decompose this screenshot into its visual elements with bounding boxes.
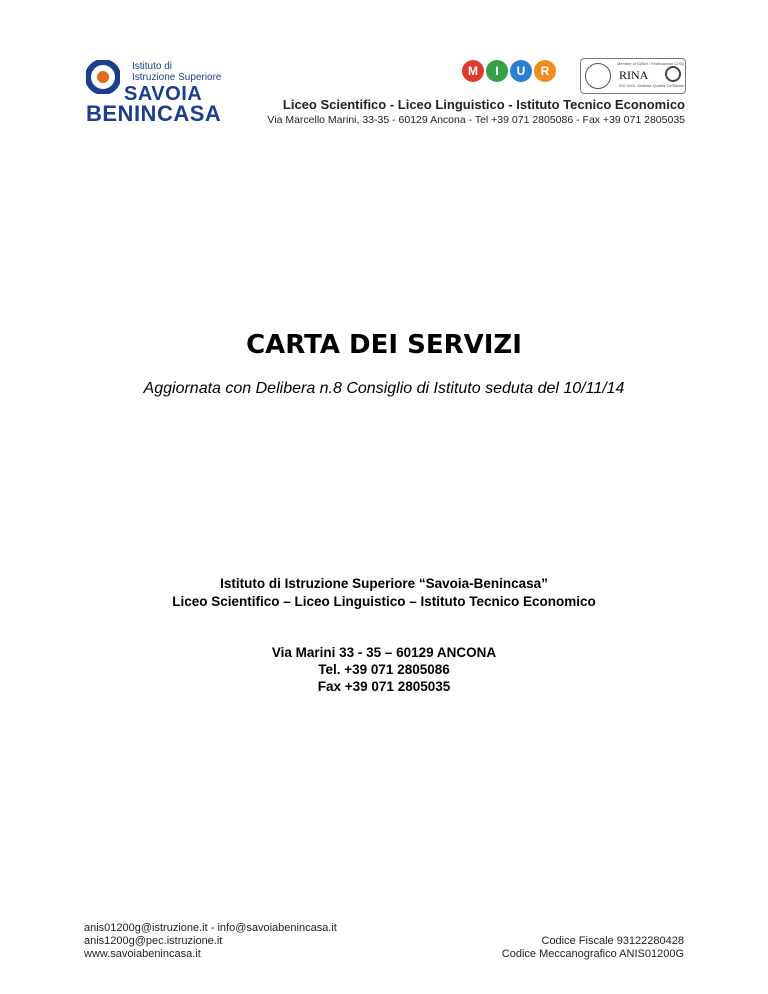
institute-address: Via Marini 33 - 35 – 60129 ANCONA xyxy=(271,645,497,660)
logo-line-4: BENINCASA xyxy=(86,101,222,126)
logo-line-1: Istituto di xyxy=(132,61,173,72)
logo-line-3: SAVOIA xyxy=(124,83,203,105)
header-address-line: Via Marcello Marini, 33-35 - 60129 Ancona - Tel +39 071 2805086 - Fax +39 071 2805035 xyxy=(267,114,685,126)
footer-mechanographic-code: Codice Meccanografico ANIS01200G xyxy=(501,948,684,960)
header-school-line: Liceo Scientifico - Liceo Linguistico - Istituto Tecnico Economico xyxy=(282,97,685,112)
institute-schools: Liceo Scientifico – Liceo Linguistico – Istituto Tecnico Economico xyxy=(172,594,596,609)
seal-icon xyxy=(585,63,611,89)
school-logo xyxy=(86,58,226,128)
iqnet-icon xyxy=(665,66,681,82)
footer-website[interactable]: www.savoiabenincasa.it xyxy=(84,948,201,960)
cert-bottom-text: ISO 9001 Sistema Qualità Certificato xyxy=(619,83,685,88)
document-subtitle: Aggiornata con Delibera n.8 Consiglio di Istituto seduta del 10/11/14 xyxy=(143,380,625,397)
footer-pec[interactable]: anis1200g@pec.istruzione.it xyxy=(84,935,223,947)
miur-letter-u: U xyxy=(510,60,532,82)
cert-brand: RINA xyxy=(619,68,649,82)
institute-name: Istituto di Istruzione Superiore “Savoia-Benincasa” xyxy=(220,576,548,591)
logo-line-2: Istruzione Superiore xyxy=(132,72,222,83)
miur-letter-i: I xyxy=(486,60,508,82)
logo-mark-icon xyxy=(86,60,120,94)
certification-badge xyxy=(580,58,686,94)
miur-letter-r: R xyxy=(534,60,556,82)
miur-letter-m: M xyxy=(462,60,484,82)
institute-tel: Tel. +39 071 2805086 xyxy=(318,662,450,677)
institute-fax: Fax +39 071 2805035 xyxy=(317,679,451,694)
footer-fiscal-code: Codice Fiscale 93122280428 xyxy=(541,935,684,947)
footer-emails[interactable]: anis01200g@istruzione.it - info@savoiabenincasa.it xyxy=(84,922,337,934)
cert-top-text: Member of IQNet / Federazione CISQ xyxy=(617,61,685,66)
miur-logo xyxy=(462,58,558,88)
document-title: CARTA DEI SERVIZI xyxy=(246,330,522,360)
